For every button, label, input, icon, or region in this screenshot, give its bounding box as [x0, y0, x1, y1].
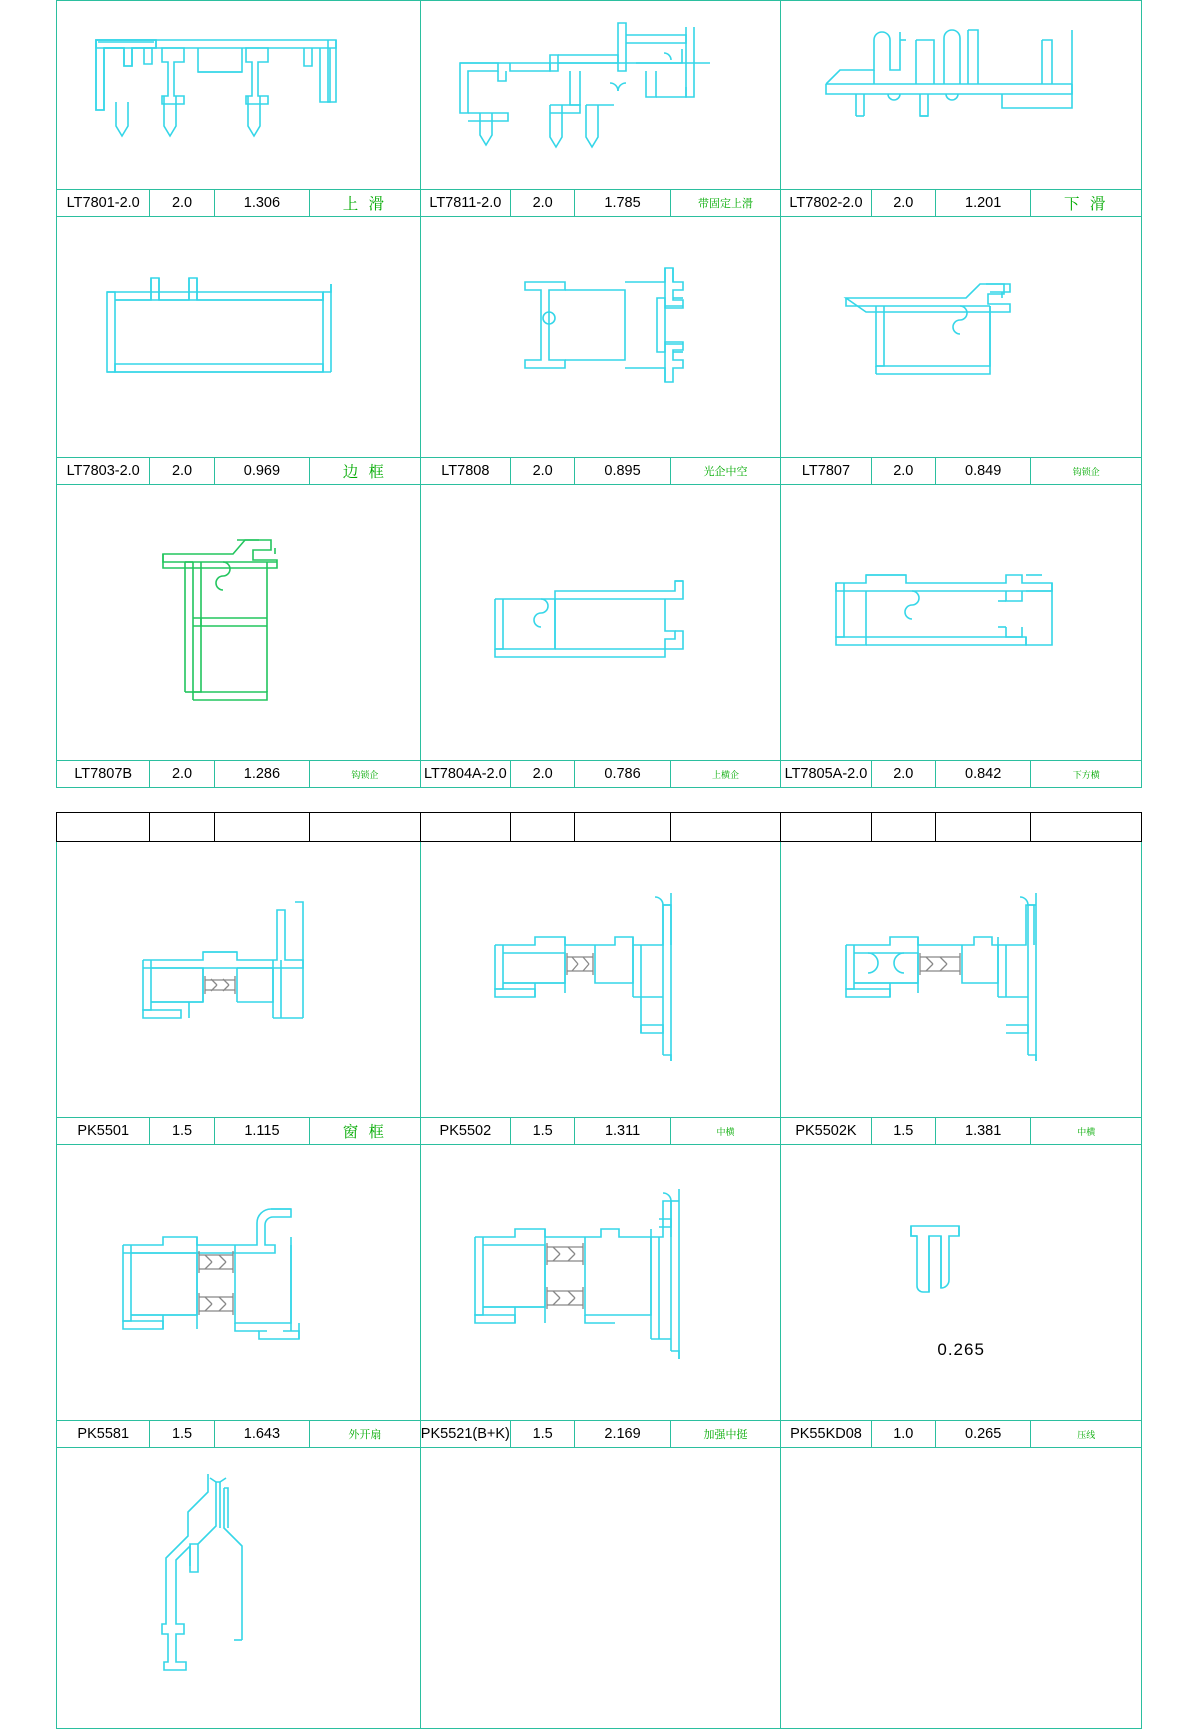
- profile-cross-section: [93, 1175, 383, 1390]
- profile-name: 中横: [1031, 1118, 1142, 1145]
- profile-thickness: 2.0: [150, 190, 214, 217]
- profile-weight: 1.115: [214, 1118, 309, 1145]
- profile-weight: 1.306: [214, 190, 309, 217]
- header-cell: [781, 813, 871, 842]
- profile-code: PK5502K: [781, 1118, 871, 1145]
- profile-code: LT7801-2.0: [57, 190, 150, 217]
- profile-drawing-lt7802: [781, 1, 1142, 190]
- profile-drawing-pk5521: [420, 1145, 781, 1421]
- profile-drawing-lt7803: [57, 217, 421, 458]
- header-cell: [511, 813, 575, 842]
- profile-name: 下方横: [1031, 761, 1142, 788]
- profile-code: LT7811-2.0: [420, 190, 510, 217]
- profile-name: 加强中挺: [670, 1421, 781, 1448]
- profile-drawing-empty-2: [781, 1448, 1142, 1729]
- profile-drawing-pk5502k: [781, 842, 1142, 1118]
- profile-table-2: [56, 812, 1142, 1729]
- profile-code: PK5581: [57, 1421, 150, 1448]
- table-row: [57, 485, 1142, 761]
- header-cell: [935, 813, 1030, 842]
- profile-weight: 0.786: [575, 761, 670, 788]
- profile-code: PK5521(B+K): [420, 1421, 510, 1448]
- profile-drawing-lt7808: [420, 217, 781, 458]
- profile-weight: 1.785: [575, 190, 670, 217]
- profile-cross-section: [138, 1474, 338, 1714]
- profile-drawing-lt7807: [781, 217, 1142, 458]
- table-row: [57, 217, 1142, 458]
- profile-cross-section: [816, 875, 1106, 1085]
- profile-name: 窗 框: [310, 1118, 421, 1145]
- profile-cross-section: [450, 13, 750, 178]
- profile-drawing-pk5502: [420, 842, 781, 1118]
- header-cell: [214, 813, 309, 842]
- profile-thickness: 2.0: [150, 458, 214, 485]
- profile-drawing-partial: [57, 1448, 421, 1729]
- profile-table-1: [56, 0, 1142, 788]
- profile-cross-section: [881, 1206, 1041, 1336]
- profile-thickness: 2.0: [511, 458, 575, 485]
- profile-drawing-lt7801: [57, 1, 421, 190]
- profile-name: 钩锁企: [310, 761, 421, 788]
- profile-name: 边 框: [310, 458, 421, 485]
- profile-thickness: 1.0: [871, 1421, 935, 1448]
- profile-thickness: 2.0: [511, 761, 575, 788]
- header-cell: [310, 813, 421, 842]
- profile-thickness: 2.0: [871, 761, 935, 788]
- profile-name: 钩锁企: [1031, 458, 1142, 485]
- table-row-info: [57, 761, 1142, 788]
- profile-weight: 0.265: [935, 1421, 1030, 1448]
- profile-cross-section: [455, 1175, 745, 1390]
- profile-drawing-lt7804a: [420, 485, 781, 761]
- profile-code: LT7805A-2.0: [781, 761, 871, 788]
- table-row: [57, 1145, 1142, 1421]
- profile-name: 压线: [1031, 1421, 1142, 1448]
- profile-name: 光企中空: [670, 458, 781, 485]
- profile-thickness: 1.5: [511, 1421, 575, 1448]
- profile-code: PK5501: [57, 1118, 150, 1145]
- header-cell: [1031, 813, 1142, 842]
- profile-thickness: 1.5: [150, 1421, 214, 1448]
- profile-cross-section: [455, 533, 745, 713]
- profile-code: PK5502: [420, 1118, 510, 1145]
- profile-weight: 1.311: [575, 1118, 670, 1145]
- profile-thickness: 1.5: [511, 1118, 575, 1145]
- profile-cross-section: [93, 262, 383, 412]
- profile-code: LT7808: [420, 458, 510, 485]
- profile-thickness: 1.5: [150, 1118, 214, 1145]
- header-cell: [150, 813, 214, 842]
- table-row-info: [57, 190, 1142, 217]
- profile-cross-section: [455, 875, 745, 1085]
- profile-code: LT7807: [781, 458, 871, 485]
- profile-name: 下 滑: [1031, 190, 1142, 217]
- profile-cross-section: [93, 518, 383, 728]
- profile-thickness: 2.0: [871, 458, 935, 485]
- profile-drawing-lt7807b: [57, 485, 421, 761]
- header-cell: [575, 813, 670, 842]
- profile-weight: 0.849: [935, 458, 1030, 485]
- profile-name: 外开扇: [310, 1421, 421, 1448]
- profile-thickness: 1.5: [871, 1118, 935, 1145]
- profile-weight: 1.286: [214, 761, 309, 788]
- profile-weight: 0.969: [214, 458, 309, 485]
- profile-code: LT7804A-2.0: [420, 761, 510, 788]
- header-cell: [420, 813, 510, 842]
- header-cell: [670, 813, 781, 842]
- profile-name: 上横企: [670, 761, 781, 788]
- profile-code: PK55KD08: [781, 1421, 871, 1448]
- profile-code: LT7802-2.0: [781, 190, 871, 217]
- profile-cross-section: [816, 533, 1106, 713]
- profile-drawing-pk55kd08: [781, 1145, 1142, 1421]
- profile-cross-section: [88, 20, 388, 170]
- profile-code: LT7807B: [57, 761, 150, 788]
- profile-name: 带固定上滑: [670, 190, 781, 217]
- profile-drawing-lt7811: [420, 1, 781, 190]
- table-row: [57, 1, 1142, 190]
- profile-cross-section: [816, 262, 1106, 412]
- table-row-info: [57, 458, 1142, 485]
- header-cell: [871, 813, 935, 842]
- profile-drawing-pk5501: [57, 842, 421, 1118]
- profile-thickness: 2.0: [511, 190, 575, 217]
- profile-weight: 1.381: [935, 1118, 1030, 1145]
- header-cell: [57, 813, 150, 842]
- profile-drawing-empty-1: [420, 1448, 781, 1729]
- profile-drawing-lt7805a: [781, 485, 1142, 761]
- profile-drawing-pk5581: [57, 1145, 421, 1421]
- profile-thickness: 2.0: [150, 761, 214, 788]
- profile-name: 上 滑: [310, 190, 421, 217]
- table-row-info: [57, 1421, 1142, 1448]
- table-row: [57, 1448, 1142, 1729]
- profile-weight: 0.895: [575, 458, 670, 485]
- profile-thickness: 2.0: [871, 190, 935, 217]
- table-header-row: [57, 813, 1142, 842]
- profile-name: 中横: [670, 1118, 781, 1145]
- profile-cross-section: [93, 880, 383, 1080]
- profile-weight: 1.201: [935, 190, 1030, 217]
- profile-code: LT7803-2.0: [57, 458, 150, 485]
- profile-cross-section: [455, 252, 745, 422]
- profile-weight: 1.643: [214, 1421, 309, 1448]
- table-row-info: [57, 1118, 1142, 1145]
- profile-weight: 2.169: [575, 1421, 670, 1448]
- table-row: [57, 842, 1142, 1118]
- profile-weight: 0.842: [935, 761, 1030, 788]
- profile-cross-section: [816, 20, 1106, 170]
- profile-dimension-label: 0.265: [937, 1339, 985, 1359]
